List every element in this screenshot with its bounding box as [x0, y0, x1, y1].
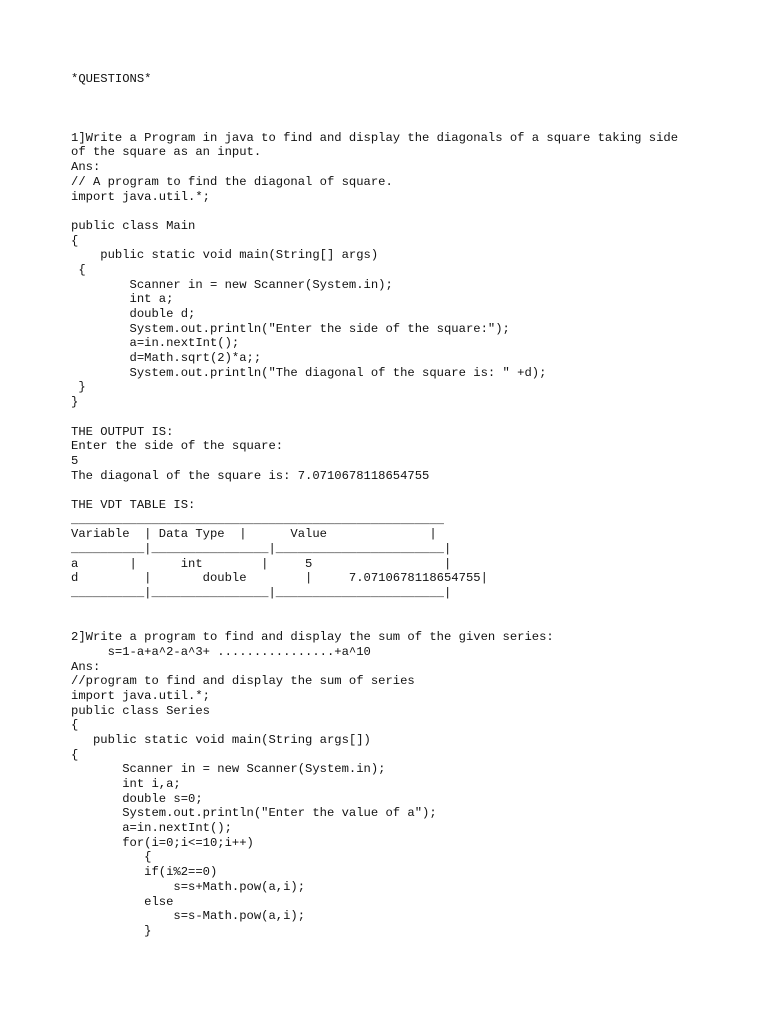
document-line: Enter the side of the square: — [71, 439, 284, 454]
document-line: *QUESTIONS* — [71, 72, 152, 86]
document-line: THE OUTPUT IS: — [71, 424, 174, 439]
document-line — [71, 87, 678, 102]
document-line: else — [71, 894, 174, 909]
document-line: __________|________________|_______________________| — [71, 586, 452, 601]
document-line: System.out.println("Enter the side of the square:"); — [71, 321, 510, 336]
document-line: public class Series — [71, 703, 210, 718]
document-line: public class Main — [71, 218, 196, 233]
document-line: public static void main(String[] args) — [71, 248, 379, 263]
document-line: 5 — [71, 453, 79, 468]
document-line: public static void main(String args[]) — [71, 732, 371, 747]
document-line: } — [71, 380, 86, 395]
document-line: THE VDT TABLE IS: — [71, 497, 196, 512]
document-line: { — [71, 850, 152, 865]
document-line: 2]Write a program to find and display the sum of the given series: — [71, 630, 554, 645]
document-line: { — [71, 747, 79, 762]
document-line: if(i%2==0) — [71, 865, 218, 880]
document-line: //program to find and display the sum of series — [71, 674, 415, 689]
document-line: int i,a; — [71, 777, 181, 791]
document-line: d=Math.sqrt(2)*a;; — [71, 351, 262, 366]
document-line: } — [71, 923, 152, 938]
document-line: s=s+Math.pow(a,i); — [71, 879, 306, 894]
document-line — [71, 483, 678, 498]
document-line: __________|________________|_______________________| — [71, 542, 452, 556]
document-line: double d; — [71, 307, 196, 321]
document-line: a=in.nextInt(); — [71, 336, 240, 351]
document-line — [71, 601, 678, 616]
document-line — [71, 204, 678, 219]
document-line: of the square as an input. — [71, 145, 262, 160]
document-line — [71, 116, 678, 131]
document-line — [71, 615, 678, 630]
document-line: a=in.nextInt(); — [71, 821, 232, 836]
document-line: s=s-Math.pow(a,i); — [71, 909, 306, 924]
document-line: double s=0; — [71, 791, 203, 806]
document-line: System.out.println("The diagonal of the square is: " +d); — [71, 365, 547, 380]
document-body — [71, 72, 678, 939]
document-line: { — [71, 718, 79, 733]
document-line: Variable | Data Type | Value | — [71, 527, 437, 542]
document-line: Scanner in = new Scanner(System.in); — [71, 762, 386, 777]
document-line: { — [71, 262, 86, 277]
document-line: Ans: — [71, 160, 101, 175]
document-line: int a; — [71, 292, 174, 307]
document-line: for(i=0;i<=10;i++) — [71, 835, 254, 850]
document-line — [71, 101, 678, 116]
document-line: The diagonal of the square is: 7.0710678118654755 — [71, 468, 430, 483]
document-line — [71, 410, 678, 425]
document-line: { — [71, 233, 79, 248]
document-line: ___________________________________________________ — [71, 512, 444, 527]
document-line: 1]Write a Program in java to find and display the diagonals of a square taking side — [71, 130, 679, 145]
document-line: s=1-a+a^2-a^3+ ................+a^10 — [71, 644, 371, 659]
document-line: import java.util.*; — [71, 189, 210, 204]
document-line: Ans: — [71, 659, 101, 674]
document-line: Scanner in = new Scanner(System.in); — [71, 277, 393, 292]
document-line: System.out.println("Enter the value of a"); — [71, 806, 437, 821]
document-line: } — [71, 395, 79, 410]
document-line: import java.util.*; — [71, 688, 210, 703]
document-line: d | double | 7.0710678118654755| — [71, 571, 488, 586]
document-line: // A program to find the diagonal of square. — [71, 174, 393, 189]
document-line: a | int | 5 | — [71, 556, 452, 571]
